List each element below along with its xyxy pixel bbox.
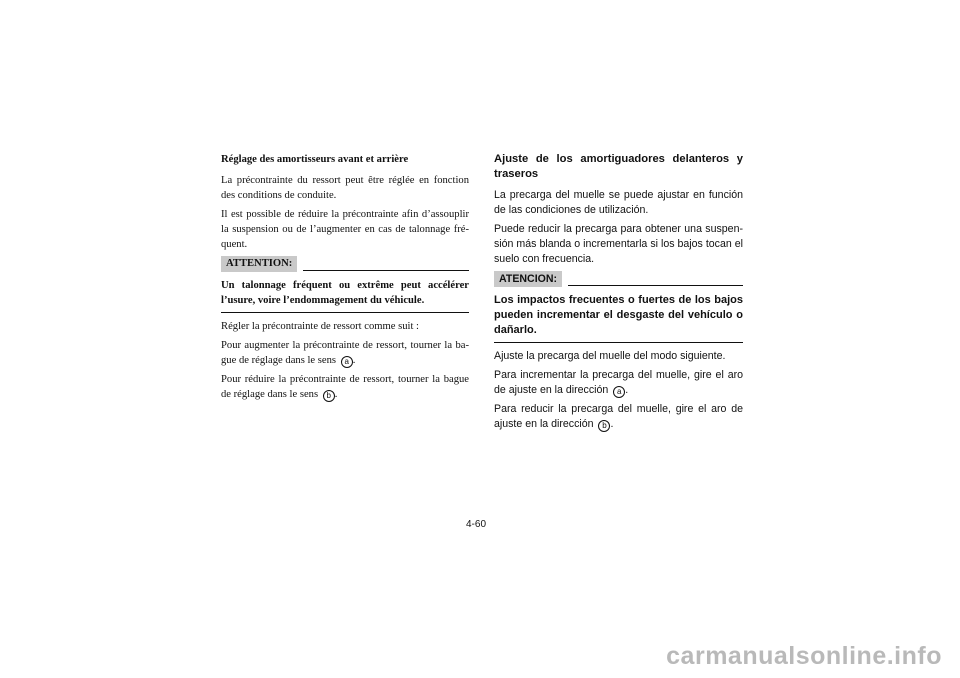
french-column — [221, 152, 469, 406]
watermark: carmanualsonline.info — [666, 642, 942, 670]
page-number: 4-60 — [466, 519, 487, 530]
french-warning-text: Un talonnage fréquent ou extrême peut accélérer l’usure, voire l’endommagement du véhicule. — [221, 280, 469, 306]
spanish-warning-end-rule — [494, 342, 743, 343]
spanish-attention-header — [494, 271, 743, 287]
spanish-heading: Ajuste de los amortiguadores delanteros y traseros — [494, 153, 743, 180]
spanish-paragraph-4: Para incrementar la precarga del muelle, gire el aro de ajuste en la dirección a . — [494, 369, 743, 396]
french-attention-label: ATTENTION: — [221, 256, 297, 272]
spanish-paragraph-1: La precarga del muelle se puede ajustar en función de las condiciones de utilización. — [494, 189, 743, 216]
spanish-paragraph-5-text: Para reducir la precarga del muelle, gire el aro de ajuste en la dirección — [494, 403, 743, 430]
french-warning-end-rule — [221, 312, 469, 313]
spanish-paragraph-4-text: Para incrementar la precarga del muelle, gire el aro de ajuste en la dirección — [494, 369, 743, 396]
french-paragraph-1: La précontrainte du ressort peut être réglée en fonction des conditions de conduite. — [221, 175, 469, 201]
spanish-attention-rule — [568, 285, 743, 286]
spanish-paragraph-2: Puede reducir la precarga para obtener una suspen-sión más blanda o incrementarla si los bajos tocan el suelo con frecuencia. — [494, 223, 743, 265]
spanish-paragraph-5: Para reducir la precarga del muelle, gire el aro de ajuste en la dirección b . — [494, 403, 743, 430]
circled-b-marker: b — [598, 420, 610, 432]
french-paragraph-5-text: Pour réduire la précontrainte de ressort, tourner la bague de réglage dans le sens — [221, 374, 469, 400]
french-heading: Réglage des amortisseurs avant et arrière — [221, 154, 409, 165]
french-paragraph-4-text: Pour augmenter la précontrainte de ressort, tourner la ba-gue de réglage dans le sens — [221, 340, 469, 366]
french-paragraph-2: Il est possible de réduire la précontrainte afin d’assouplir la suspension ou de l’augmenter en cas de talonnage fré-quent. — [221, 209, 469, 250]
spanish-column — [494, 152, 743, 436]
french-attention-header — [221, 256, 469, 272]
french-attention-rule — [303, 270, 469, 271]
circled-a-marker: a — [341, 356, 353, 368]
spanish-attention-label: ATENCION: — [494, 271, 562, 287]
french-paragraph-3: Régler la précontrainte de ressort comme suit : — [221, 321, 419, 332]
spanish-warning-text: Los impactos frecuentes o fuertes de los bajos pueden incrementar el desgaste del vehículo o dañarlo. — [494, 294, 743, 336]
french-paragraph-5: Pour réduire la précontrainte de ressort, tourner la bague de réglage dans le sens b . — [221, 374, 469, 400]
circled-a-marker: a — [613, 386, 625, 398]
french-paragraph-4: Pour augmenter la précontrainte de ressort, tourner la ba-gue de réglage dans le sens a . — [221, 340, 469, 366]
spanish-paragraph-3: Ajuste la precarga del muelle del modo siguiente. — [494, 350, 726, 362]
circled-b-marker: b — [323, 390, 335, 402]
